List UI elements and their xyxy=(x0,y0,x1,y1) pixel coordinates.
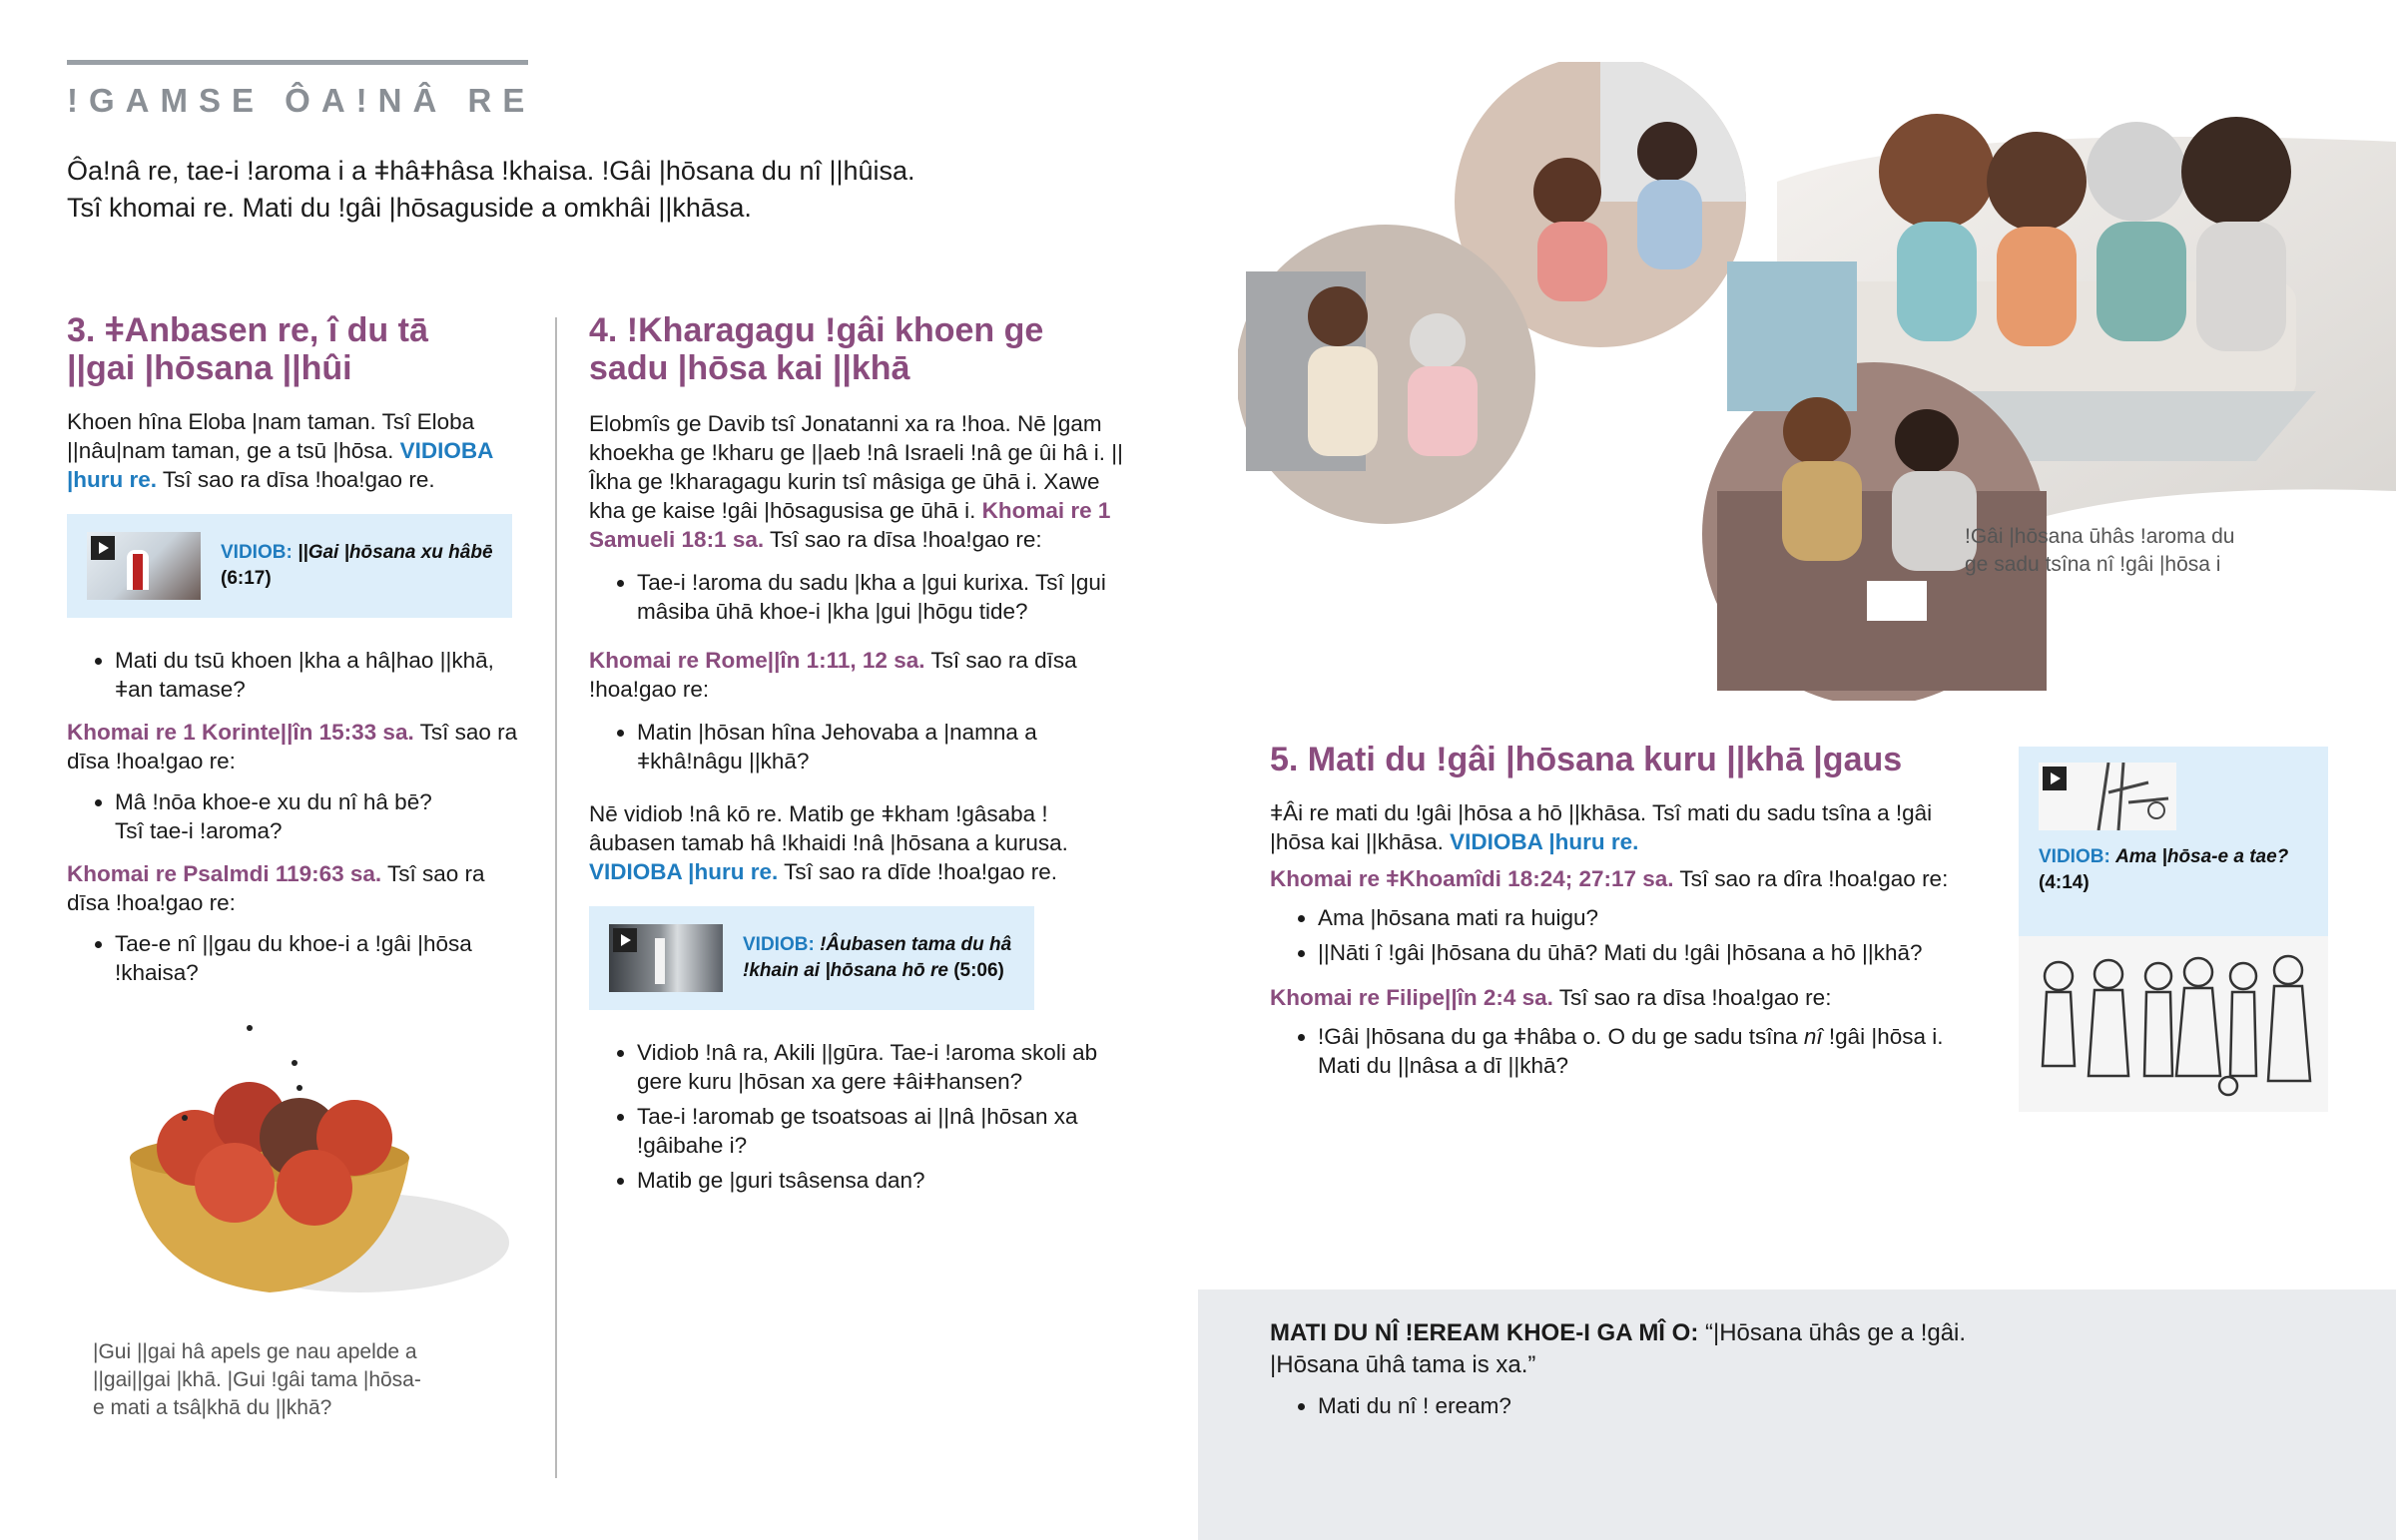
section-3-title-line1: 3. ǂAnbasen re, î du tā xyxy=(67,311,428,349)
video-title-line1: !Âubasen tama du hâ xyxy=(820,934,1012,955)
list-item: • Ama |hōsana mati ra huigu? xyxy=(1318,903,1959,932)
section-4-title-line1: 4. !Kharagagu !gâi khoen ge xyxy=(589,311,1044,349)
list-item: • Matib ge |guri tsâsensa dan? xyxy=(637,1166,1126,1195)
video-card-3[interactable] xyxy=(67,514,512,618)
ref-tail: Tsî sao ra dīsa !hoa!gao re: xyxy=(589,648,1077,702)
list-item xyxy=(1318,1022,1959,1080)
list-item: • Mati du tsū khoen |kha a hâ|hao ||khā, ǂan tamase? xyxy=(115,646,518,704)
section-3-paragraph xyxy=(67,407,518,494)
photo-caption: !Gâi |hōsana ūhâs !aroma du ge sadu tsîna nî !gâi |hōsa i xyxy=(1965,525,2235,576)
list-item-emphasis: nî xyxy=(1803,1024,1823,1049)
scripture-link[interactable]: Khomai re ǂKhoamîdi 18:24; 27:17 sa. xyxy=(1270,866,1674,891)
section-5-list-1 xyxy=(1270,903,1959,967)
section-5-list-2 xyxy=(1270,1022,1959,1080)
video-card-5[interactable] xyxy=(2019,747,2328,1112)
apple-bowl-illustration xyxy=(100,1008,519,1317)
section-5-para-text: ǂÂi re mati du !gâi |hōsa a hō ||khāsa. Tsî mati du sadu tsîna a !gâi |hōsa kai ||khāsa. xyxy=(1270,800,1933,854)
list-item-part1: !Gâi |hōsana du ga ǂhâba o. O du ge sadu tsîna xyxy=(1318,1024,1798,1049)
video-label: VIDIOB: xyxy=(221,542,293,563)
scripture-link[interactable]: Khomai re Psalmdi 119:63 sa. xyxy=(67,861,382,886)
list-item: • ||Nāti î !gâi |hōsana du ūhā? Mati du !gâi |hōsana a hō ||khā? xyxy=(1318,938,1959,967)
video-link[interactable]: VIDIOBA |huru re. xyxy=(67,438,493,492)
section-5-paragraph xyxy=(1270,798,1959,856)
scripture-ref-paragraph xyxy=(67,718,518,775)
intro-text xyxy=(67,153,985,227)
list-item: • Tae-e nî ||gau du khoe-i a !gâi |hōsa !khaisa? xyxy=(115,929,518,987)
video-label: VIDIOB: xyxy=(743,934,815,955)
section-kicker: !GAMSE ÔA!NÂ RE xyxy=(67,82,536,119)
scripture-link[interactable]: Khomai re Filipe||în 2:4 sa. xyxy=(1270,985,1553,1010)
section-3-para-tail: Tsî sao ra dīsa !hoa!gao re. xyxy=(162,467,435,492)
section-3-para-text: Khoen hîna Eloba |nam taman. Tsî Eloba ||nâu|nam taman, ge a tsū |hōsa. xyxy=(67,409,475,463)
section-3-title-line2: ||gai |hōsana ||hûi xyxy=(67,349,352,387)
section-4-title-line2: sadu |hōsa kai ||khā xyxy=(589,349,910,387)
video-link[interactable]: VIDIOBA |huru re. xyxy=(1450,829,1639,854)
section-3-title xyxy=(67,311,518,387)
people-sketch-illustration xyxy=(2019,936,2328,1112)
list-item-part2: !gâi |hōsa i. Mati du ||nâsa a dī ||khā? xyxy=(1318,1024,1944,1078)
scripture-link[interactable]: Khomai re 1 Korinte||în 15:33 sa. xyxy=(67,720,414,745)
section-4-title xyxy=(589,311,1126,387)
ref-tail: Tsî sao ra dīsa !hoa!gao re: xyxy=(1558,985,1832,1010)
bottom-question xyxy=(1270,1317,2168,1426)
video-thumbnail[interactable] xyxy=(2039,763,2176,830)
play-icon[interactable] xyxy=(91,536,115,560)
scripture-link[interactable]: Khomai re Rome||în 1:11, 12 sa. xyxy=(589,648,925,673)
video-duration: (4:14) xyxy=(2039,872,2090,893)
video-title: Ama |hōsa-e a tae? xyxy=(2115,846,2289,867)
list-item-line2: Tsî tae-i !aroma? xyxy=(115,818,283,843)
video-link[interactable]: VIDIOBA |huru re. xyxy=(589,859,779,884)
scripture-ref-paragraph xyxy=(67,859,518,917)
bottom-list xyxy=(1270,1391,2168,1420)
section-5 xyxy=(1270,741,1959,1086)
section-4-list-2 xyxy=(589,718,1126,775)
section-4-paragraph-2 xyxy=(589,799,1126,886)
list-item: • Vidiob !nâ ra, Akili ||gūra. Tae-i !aroma skoli ab gere kuru |hōsan xa gere ǂâiǂhansen? xyxy=(637,1038,1126,1096)
bottom-paragraph xyxy=(1270,1317,2168,1381)
video-title-line2: !khain ai |hōsana hō re xyxy=(743,960,948,981)
scripture-ref-paragraph xyxy=(1270,983,1959,1012)
play-icon[interactable] xyxy=(613,928,637,952)
video-thumbnail[interactable] xyxy=(609,924,723,992)
ref-tail: Tsî sao ra dīsa !hoa!gao re: xyxy=(67,861,485,915)
bottom-quote-line2: |Hōsana ūhâ tama is xa.” xyxy=(1270,1351,1536,1378)
section-4 xyxy=(589,311,1126,1201)
video-card-4[interactable] xyxy=(589,906,1034,1010)
ref-tail: Tsî sao ra dîra !hoa!gao re: xyxy=(1679,866,1949,891)
header-rule xyxy=(67,60,528,65)
list-item-line1: Mâ !nōa khoe-e xu du nî hâ bē? xyxy=(115,789,432,814)
video-text xyxy=(743,932,1011,984)
scripture-link[interactable]: Khomai re 1 Samueli 18:1 sa. xyxy=(589,498,1111,552)
section-3-list-3 xyxy=(67,929,518,987)
section-4-list-3 xyxy=(589,1038,1126,1195)
column-divider xyxy=(555,317,557,1478)
section-4-paragraph xyxy=(589,409,1126,554)
intro-line-2: Tsî khomai re. Mati du !gâi |hōsaguside a omkhâi ||khāsa. xyxy=(67,193,752,223)
ref-tail: Tsî sao ra dīsa !hoa!gao re: xyxy=(67,720,518,773)
video-duration: (6:17) xyxy=(221,568,272,589)
section-5-title: 5. Mati du !gâi |hōsana kuru ||khā |gaus xyxy=(1270,741,1903,778)
video-thumbnail[interactable] xyxy=(87,532,201,600)
scripture-ref-paragraph xyxy=(589,646,1126,704)
video-label: VIDIOB: xyxy=(2039,846,2110,867)
intro-line-1: Ôa!nâ re, tae-i !aroma i a ǂhâǂhâsa !khaisa. !Gâi |hōsana du nî ||hûisa. xyxy=(67,156,915,186)
list-item: • Mati du nî ! eream? xyxy=(1318,1391,2168,1420)
list-item: • Matin |hōsan hîna Jehovaba a |namna a ǂkhâ!nâgu ||khā? xyxy=(637,718,1126,775)
video-duration: (5:06) xyxy=(953,960,1004,981)
scripture-ref-paragraph xyxy=(1270,864,1959,893)
section-4-para2-text: Nē vidiob !nâ kō re. Matib ge ǂkham !gâsaba !âubasen tamab hâ !khaidi !nâ |hōsana a kurusa. xyxy=(589,801,1068,855)
video-text xyxy=(221,540,493,592)
section-4-list-1 xyxy=(589,568,1126,626)
section-4-para-text: Elobmîs ge Davib tsî Jonatanni xa ra !hoa. Nē |gam khoekha ge !kharu ge ||aeb !nâ Israeli !nâ ge ûi hâ i. ||Îkha ge !kharagagu kurin tsî mâsiga ge ūhā i. Xawe kha ge kaise !gâi |hōsagusisa ge ūhā i. xyxy=(589,411,1123,523)
list-item xyxy=(115,787,518,845)
section-3-list-1 xyxy=(67,646,518,704)
list-item: • Tae-i !aroma du sadu |kha a |gui kurixa. Tsî |gui mâsiba ūhā khoe-i |kha |gui |hōgu tide? xyxy=(637,568,1126,626)
section-3-list-2 xyxy=(67,787,518,845)
bottom-heading: MATI DU NÎ !EREAM KHOE-I GA MÎ O: xyxy=(1270,1319,1699,1346)
ref-tail: Tsî sao ra dīsa !hoa!gao re: xyxy=(769,527,1042,552)
bottom-quote-line1: “|Hōsana ūhâs ge a !gâi. xyxy=(1704,1319,1967,1346)
apple-caption: |Gui ||gai hâ apels ge nau apelde a ||gai||gai |khā. |Gui !gâi tama |hōsa-e mati a tsâ|khā du ||khā? xyxy=(93,1340,421,1419)
video-text xyxy=(2039,844,2288,896)
section-4-para2-tail: Tsî sao ra dīde !hoa!gao re. xyxy=(784,859,1058,884)
video-title: ||Gai |hōsana xu hâbē xyxy=(298,542,493,563)
list-item: • Tae-i !aromab ge tsoatsoas ai ||nâ |hōsan xa !gâibahe i? xyxy=(637,1102,1126,1160)
section-3 xyxy=(67,311,518,993)
friends-photo-collage xyxy=(1238,62,2396,701)
